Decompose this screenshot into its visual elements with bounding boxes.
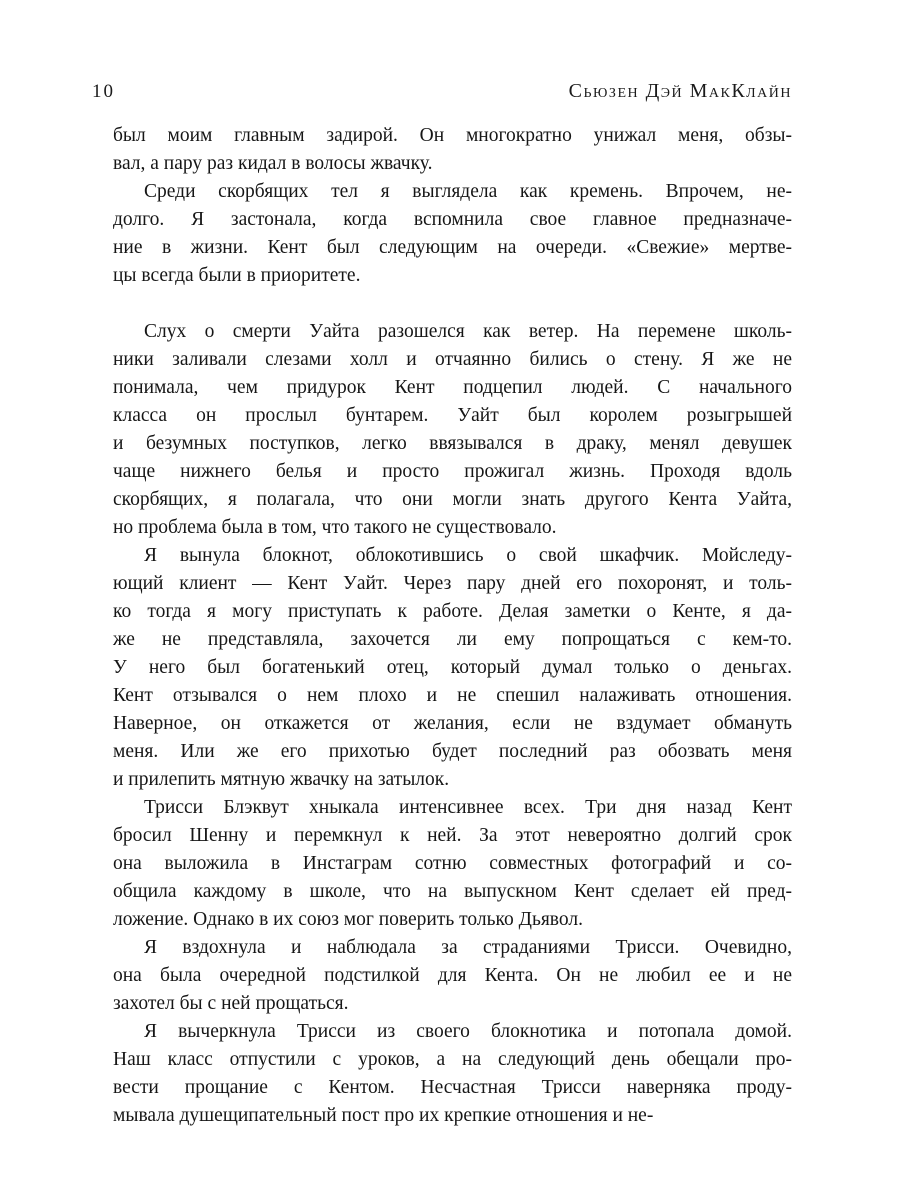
- text-line: она выложила в Инстаграм сотню совместных фотографий и со-: [113, 853, 792, 874]
- text-line: ко тогда я могу приступать к работе. Делая заметки о Кенте, я да-: [113, 601, 792, 622]
- text-line: цы всегда были в приоритете.: [113, 265, 361, 286]
- text-line: ющий клиент — Кент Уайт. Через пару дней его похоронят, и толь-: [113, 573, 792, 594]
- paragraph: [113, 178, 792, 290]
- text-line: Наверное, он откажется от желания, если не вздумает обмануть: [113, 713, 792, 734]
- paragraph: [113, 794, 792, 934]
- running-title: Сьюзен Дэй МакКлайн: [568, 80, 792, 102]
- text-line: Трисси Блэквут хныкала интенсивнее всех. Три дня назад Кент: [144, 797, 792, 818]
- text-line: но проблема была в том, что такого не существовало.: [113, 517, 557, 538]
- text-line: же не представляла, захочется ли ему попрощаться с кем-то.: [113, 629, 792, 650]
- text-line: Слух о смерти Уайта разошелся как ветер. На перемене школь-: [144, 321, 792, 342]
- text-block: [113, 122, 792, 1130]
- text-line: Кент отзывался о нем плохо и не спешил налаживать отношения.: [113, 685, 792, 706]
- text-line: Среди скорбящих тел я выглядела как кремень. Впрочем, не-: [144, 181, 792, 202]
- paragraph: [113, 542, 792, 794]
- text-line: мывала душещипательный пост про их крепкие отношения и не-: [113, 1105, 654, 1126]
- text-line: был моим главным задирой. Он многократно унижал меня, обзы-: [113, 125, 792, 146]
- text-line: У него был богатенький отец, который думал только о деньгах.: [113, 657, 792, 678]
- text-line: общила каждому в школе, что на выпускном Кент сделает ей пред-: [113, 881, 792, 902]
- paragraph: [113, 1018, 792, 1130]
- running-header: [92, 80, 792, 103]
- text-line: ники заливали слезами холл и отчаянно бились о стену. Я же не: [113, 349, 792, 370]
- page-number: 10: [92, 81, 115, 102]
- text-line: вал, а пару раз кидал в волосы жвачку.: [113, 153, 433, 174]
- paragraph: [113, 122, 792, 178]
- text-line: захотел бы с ней прощаться.: [113, 993, 349, 1014]
- text-line: она была очередной подстилкой для Кента. Он не любил ее и не: [113, 965, 792, 986]
- text-line: Я вычеркнула Трисси из своего блокнотика и потопала домой.: [144, 1021, 792, 1042]
- text-line: долго. Я застонала, когда вспомнила свое главное предназначе-: [113, 209, 792, 230]
- text-line: Я вынула блокнот, облокотившись о свой шкафчик. Мойследу-: [144, 545, 792, 566]
- text-line: понимала, чем придурок Кент подцепил людей. С начального: [113, 377, 792, 398]
- text-line: вести прощание с Кентом. Несчастная Трисси наверняка проду-: [113, 1077, 792, 1098]
- text-line: и безумных поступков, легко ввязывался в драку, менял девушек: [113, 433, 792, 454]
- text-line: ложение. Однако в их союз мог поверить только Дьявол.: [113, 909, 583, 930]
- paragraph: [113, 934, 792, 1018]
- text-line: меня. Или же его прихотью будет последний раз обозвать меня: [113, 741, 792, 762]
- text-line: и прилепить мятную жвачку на затылок.: [113, 769, 450, 790]
- paragraph: [113, 318, 792, 542]
- text-line: Наш класс отпустили с уроков, а на следующий день обещали про-: [113, 1049, 792, 1070]
- text-line: чаще нижнего белья и просто прожигал жизнь. Проходя вдоль: [113, 461, 792, 482]
- text-line: класса он прослыл бунтарем. Уайт был королем розыгрышей: [113, 405, 792, 426]
- text-line: ние в жизни. Кент был следующим на очереди. «Свежие» мертве-: [113, 237, 792, 258]
- text-line: Я вздохнула и наблюдала за страданиями Трисси. Очевидно,: [144, 937, 792, 958]
- text-line: скорбящих, я полагала, что они могли знать другого Кента Уайта,: [113, 489, 792, 510]
- text-line: бросил Шенну и перемкнул к ней. За этот невероятно долгий срок: [113, 825, 792, 846]
